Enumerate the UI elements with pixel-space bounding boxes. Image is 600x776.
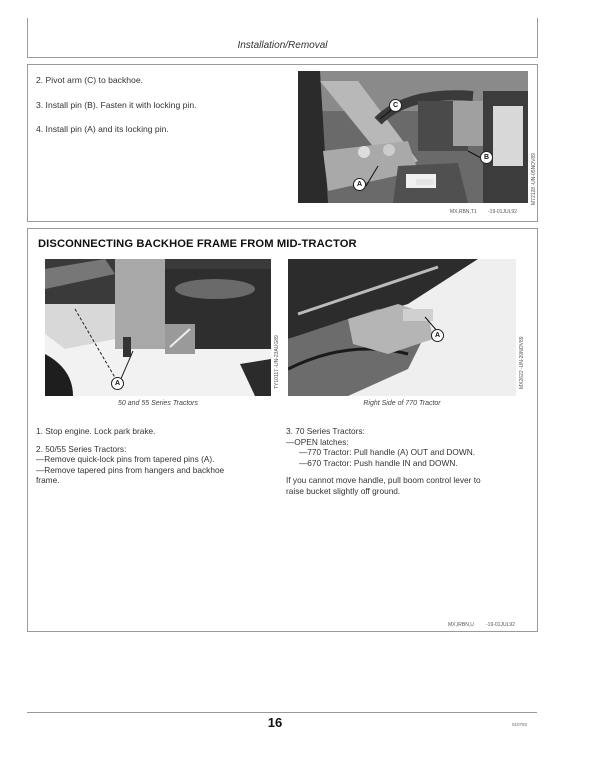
- step-2-heading: 2. 50/55 Series Tractors:: [36, 443, 127, 454]
- section-footer-date: -19-01JUL92: [486, 622, 515, 628]
- photo-footer-code: MX,RBN,T1: [450, 209, 477, 215]
- left-instructions: [36, 426, 224, 486]
- callout-a: A: [353, 178, 366, 191]
- section-disconnecting-frame: [27, 228, 538, 632]
- photo-backhoe-pins: [298, 71, 528, 203]
- photo-left-side-label: TY10117 -UN-23AUG89: [274, 335, 280, 389]
- callout-a: A: [431, 329, 444, 342]
- photo-footer-date: -19-01JUL92: [488, 209, 517, 215]
- photo-image: [288, 259, 516, 396]
- photo-side-label: M72128 -UN-05NOV89: [531, 153, 537, 205]
- section-title: DISCONNECTING BACKHOE FRAME FROM MID-TRACTOR: [38, 238, 357, 250]
- photo-image: [298, 71, 528, 203]
- step-2-line-3: frame.: [36, 475, 60, 485]
- step-3-sub-1: —770 Tractor: Pull handle (A) OUT and DOWN.: [299, 447, 475, 457]
- step-2-line-2: —Remove tapered pins from hangers and backhoe: [36, 464, 225, 475]
- step-3: 3. Install pin (B). Fasten it with locking pin.: [36, 100, 197, 110]
- step-3-sub-2: —670 Tractor: Push handle IN and DOWN.: [299, 457, 458, 468]
- footer-rule: [27, 712, 537, 713]
- step-3-line-1: —OPEN latches:: [286, 436, 349, 447]
- photo-image: [45, 259, 271, 396]
- page-code: 010792: [512, 722, 528, 727]
- photo-right-caption: Right Side of 770 Tractor: [363, 400, 441, 407]
- note-line-1: If you cannot move handle, pull boom control lever to: [286, 475, 481, 485]
- note-line-2: raise bucket slightly off ground.: [286, 485, 401, 496]
- header-title: Installation/Removal: [237, 40, 328, 51]
- photo-right-side-label: MX2622 -UN-20NOV89: [519, 336, 525, 389]
- photo-left-caption: 50 and 55 Series Tractors: [117, 400, 199, 407]
- section-footer-code: MX,IRBN,U: [448, 622, 474, 628]
- step-1: 1. Stop engine. Lock park brake.: [36, 426, 156, 436]
- step-2: 2. Pivot arm (C) to backhoe.: [36, 75, 143, 85]
- photo-770-tractor: [288, 259, 516, 396]
- callout-c: C: [389, 99, 402, 112]
- step-4: 4. Install pin (A) and its locking pin.: [36, 124, 169, 134]
- page-number: 16: [267, 715, 283, 730]
- photo-50-55-series: [45, 259, 271, 396]
- right-instructions: [286, 426, 481, 496]
- callout-b: B: [480, 151, 493, 164]
- section-install-pins: [27, 64, 538, 222]
- step-2-line-1: —Remove quick-lock pins from tapered pins (A).: [36, 454, 215, 464]
- callout-a: A: [111, 377, 124, 390]
- step-3-heading: 3. 70 Series Tractors:: [286, 426, 365, 436]
- page-header: [27, 18, 538, 58]
